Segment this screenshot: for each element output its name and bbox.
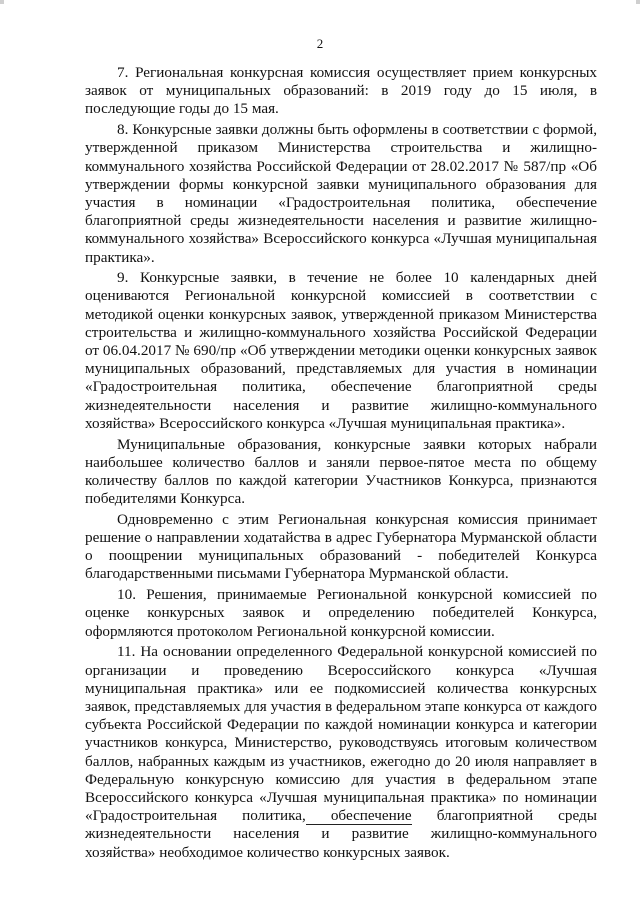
paragraph-winners: Муниципальные образования, конкурсные заявки которых набрали наибольшее количество баллов и заняли первое-пятое места по общему количеству баллов по каждой категории Участников Конкурса, признаются победителями Конкурса. xyxy=(85,435,597,508)
page-number: 2 xyxy=(316,36,324,51)
paragraph-item-10: 10. Решения, принимаемые Региональной конкурсной комиссией по оценке конкурсных заявок и определению победителей Конкурса, оформляются протоколом Региональной конкурсной комиссии. xyxy=(85,586,597,640)
scan-artifact-left xyxy=(0,0,4,4)
scan-artifact-right xyxy=(636,0,640,4)
paragraph-item-8: 8. Конкурсные заявки должны быть оформлены в соответствии с формой, утвержденной приказом Министерства строительства и жилищно-коммунального хозяйства Российской Федерации от 28.02.2017 № 587/пр «Об утверждении формы конкурсной заявки муниципального образования для участия в номинации «Градостроительная политика, обеспечение благоприятной среды жизнедеятельности населения и развитие жилищно-коммунального хозяйства» Всероссийского конкурса «Лучшая муниципальная практика». xyxy=(85,121,597,266)
paragraph-item-11: 11. На основании определенного Федеральной конкурсной комиссией по организации и проведению Всероссийского конкурса «Лучшая муниципальная практика» или ее подкомиссией количества конкурсных заявок, представляемых для участия в федеральном этапе конкурса от каждого субъекта Российской Федерации по каждой номинации конкурса и категории участников конкурса, Министерство, руководствуясь итоговым количеством баллов, набранных каждым из участников, ежегодно до 20 июля направляет в Федеральную конкурсную комиссию для участия в федеральном этапе Всероссийского конкурса «Лучшая муниципальная практика» по номинации «Градостроительная политика, обеспечение благоприятной среды жизнедеятельности населения и развитие жилищно-коммунального хозяйства» необходимое количество конкурсных заявок. xyxy=(85,643,597,861)
paragraph-governor-petition: Одновременно с этим Региональная конкурсная комиссия принимает решение о направлении ходатайства в адрес Губернатора Мурманской области о поощрении муниципальных образований - победителей Конкурса благодарственными письмами Губернатора Мурманской области. xyxy=(85,510,597,583)
document-body xyxy=(85,64,597,864)
paragraph-item-9: 9. Конкурсные заявки, в течение не более 10 календарных дней оцениваются Региональной конкурсной комиссией в соответствии с методикой оценки конкурсных заявок, утвержденной приказом Министерства строительства и жилищно-коммунального хозяйства Российской Федерации от 06.04.2017 № 690/пр «Об утверждении методики оценки конкурсных заявок муниципальных образований, представляемых для участия в номинации «Градостроительная политика, обеспечение благоприятной среды жизнедеятельности населения и развитие жилищно-коммунального хозяйства» Всероссийского конкурса «Лучшая муниципальная практика». xyxy=(85,269,597,432)
end-of-text-rule xyxy=(306,824,412,825)
paragraph-item-7: 7. Региональная конкурсная комиссия осуществляет прием конкурсных заявок от муниципальных образований: в 2019 году до 15 июля, в последующие годы до 15 мая. xyxy=(85,64,597,118)
